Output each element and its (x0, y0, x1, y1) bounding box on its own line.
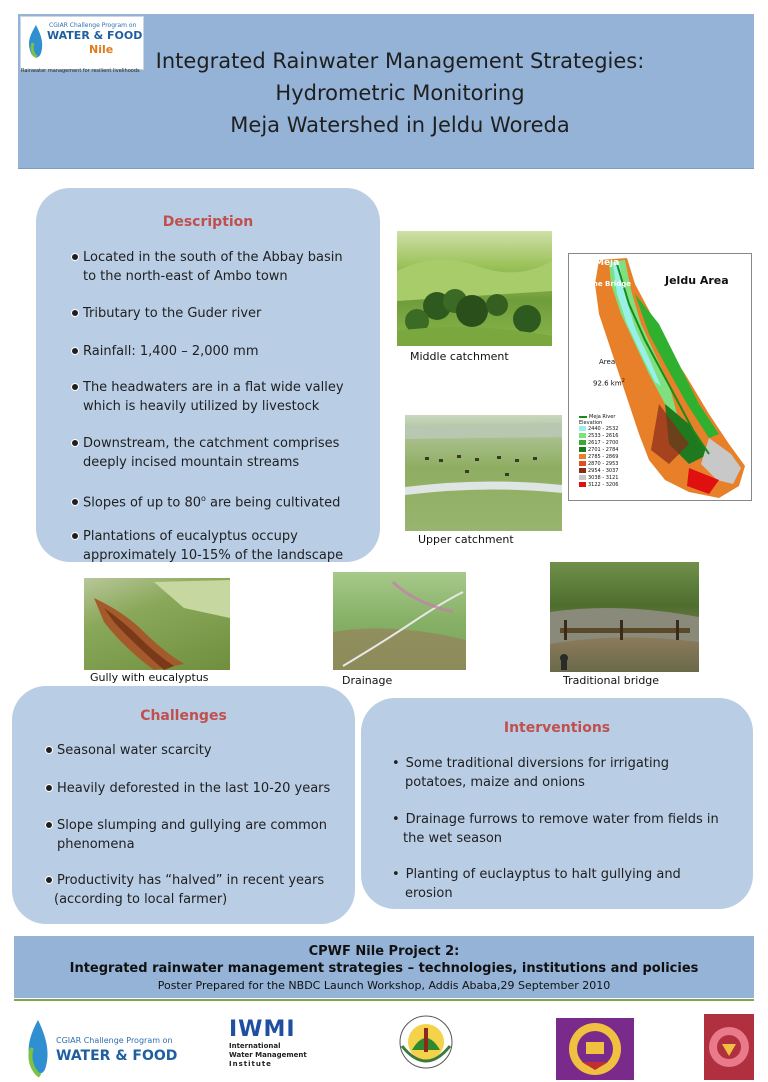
bullet-dot-icon: • (392, 812, 400, 827)
legend-swatch (579, 433, 586, 438)
map-label-bridge: at the Bridge (579, 280, 631, 288)
middle-catchment-photo (397, 231, 552, 346)
oromia-emblem-logo (398, 1006, 454, 1078)
bridge-photo (550, 562, 699, 672)
map-area-value: 92.6 $km^2$ (593, 378, 625, 388)
challenges-bullet: Productivity has “halved” in recent years (according to local farmer) (46, 871, 324, 909)
legend-swatch (579, 426, 586, 431)
description-bullet: Slopes of up to 80$^o$ are being cultivated (72, 489, 340, 512)
bullet-dot-icon (72, 384, 78, 390)
drainage-caption: Drainage (342, 674, 393, 687)
gully-photo (84, 578, 230, 670)
interventions-bullet: • Some traditional diversions for irrigating potatoes, maize and onions (392, 756, 670, 790)
legend-item: 2870 - 2953 (579, 461, 618, 468)
bullet-dot-icon (46, 785, 52, 791)
legend-swatch (579, 468, 586, 473)
legend-river: Meja River (579, 414, 618, 420)
university-seal-logo (556, 1018, 634, 1080)
iwmi-acronym: IWMI (229, 1017, 296, 1042)
description-bullet: Tributary to the Guder river (72, 304, 261, 323)
logo-small-line1: CGIAR Challenge Program on (49, 22, 137, 29)
bullet-dot-icon: • (392, 867, 400, 882)
map-area-label: Area (599, 358, 616, 366)
bullet-dot-icon (46, 822, 52, 828)
legend-item: 3122 - 3206 (579, 482, 618, 489)
legend-items (579, 426, 618, 489)
legend-swatch (579, 461, 586, 466)
upper-catchment-photo (405, 415, 562, 531)
legend-item: 2533 - 2616 (579, 433, 618, 440)
legend-swatch (579, 440, 586, 445)
bullet-dot-icon: • (392, 756, 400, 771)
map-label-jeldu: Jeldu Area (665, 274, 729, 287)
upper-catchment-caption: Upper catchment (418, 533, 514, 546)
drainage-photo (333, 572, 466, 670)
footer-divider (14, 999, 754, 1001)
footer-line-3: Poster Prepared for the NBDC Launch Workshop, Addis Ababa,29 September 2010 (157, 979, 611, 992)
bullet-dot-icon (72, 440, 78, 446)
bullet-dot-icon (46, 747, 52, 753)
poster-title-line-2: Hydrometric Monitoring (275, 81, 525, 105)
legend-item: 2617 - 2700 (579, 440, 618, 447)
legend-item: 2954 - 3037 (579, 468, 618, 475)
logo-small-line3: Nile (89, 43, 114, 56)
watershed-map (568, 253, 752, 501)
cpwf-nile-logo (20, 16, 144, 70)
cpwf-logo (22, 1018, 182, 1080)
interventions-bullet: • Planting of euclayptus to halt gullying and erosion (392, 867, 681, 901)
cpwf-logo-line2: WATER & FOOD (56, 1048, 178, 1064)
water-drop-icon (25, 23, 47, 63)
iwmi-logo: IWMI International Water Management Institute (229, 1017, 307, 1068)
description-bullet: Rainfall: 1,400 – 2,000 mm (72, 342, 259, 361)
legend-item: 3038 - 3121 (579, 475, 618, 482)
footer-line-2: Integrated rainwater management strategies – technologies, institutions and policies (69, 961, 699, 976)
description-bullet: Plantations of eucalyptus occupy approximately 10-15% of the landscape (72, 527, 343, 565)
challenges-bullet: Slope slumping and gullying are common phenomena (46, 816, 327, 854)
challenges-title: Challenges (140, 708, 227, 724)
legend-swatch (579, 447, 586, 452)
gully-caption: Gully with eucalyptus (90, 671, 209, 684)
legend-swatch (579, 482, 586, 487)
middle-catchment-caption: Middle catchment (410, 350, 509, 363)
logo-small-line2: WATER & FOOD (47, 29, 143, 42)
legend-item: 2785 - 2869 (579, 454, 618, 461)
challenges-bullet: Seasonal water scarcity (46, 741, 212, 760)
bullet-dot-icon (72, 533, 78, 539)
bullet-dot-icon (72, 499, 78, 505)
legend-item: 2440 - 2532 (579, 426, 618, 433)
challenges-bullet: Heavily deforested in the last 10-20 years (46, 779, 330, 798)
bullet-dot-icon (72, 254, 78, 260)
bullet-dot-icon (46, 877, 52, 883)
bullet-dot-icon (72, 310, 78, 316)
logo-tagline: Rainwater management for resilient livelihoods (21, 68, 140, 74)
description-title: Description (162, 214, 254, 230)
water-drop-icon (22, 1018, 52, 1080)
cpwf-logo-line1: CGIAR Challenge Program on (56, 1036, 173, 1045)
footer-line-1: CPWF Nile Project 2: (308, 944, 460, 959)
legend-item: 2701 - 2784 (579, 447, 618, 454)
map-legend (579, 414, 618, 489)
description-bullet: The headwaters are in a flat wide valley which is heavily utilized by livestock (72, 378, 344, 416)
poster-title-line-3: Meja Watershed in Jeldu Woreda (230, 113, 570, 137)
description-bullet: Located in the south of the Abbay basin to the north-east of Ambo town (72, 248, 343, 286)
map-label-meja: Meja (595, 258, 620, 268)
college-crest-logo (704, 1014, 754, 1080)
bridge-caption: Traditional bridge (563, 674, 660, 687)
legend-swatch (579, 475, 586, 480)
poster-footer (14, 936, 754, 998)
interventions-bullet: • Drainage furrows to remove water from fields in the wet season (392, 812, 719, 846)
bullet-dot-icon (72, 348, 78, 354)
description-bullet: Downstream, the catchment comprises deeply incised mountain streams (72, 434, 339, 472)
interventions-title: Interventions (503, 720, 611, 736)
poster-title-line-1: Integrated Rainwater Management Strategies: (155, 49, 645, 73)
legend-swatch (579, 454, 586, 459)
legend-elevation-title: Elevation (579, 420, 603, 426)
